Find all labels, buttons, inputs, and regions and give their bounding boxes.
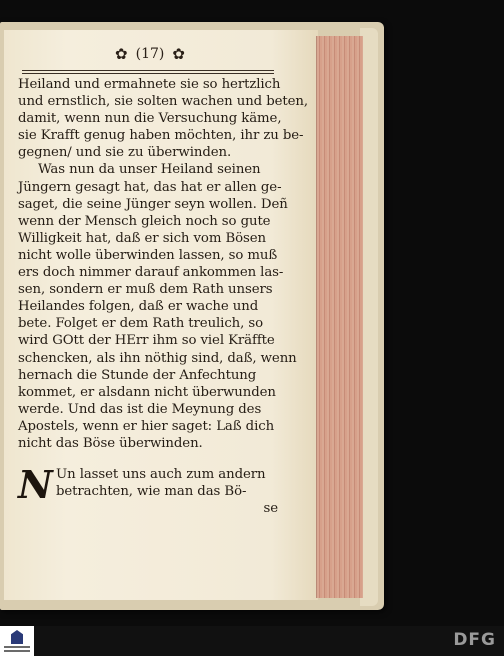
paragraph-gap (18, 452, 280, 466)
text-line: sen, sondern er muß dem Rath unsers (18, 282, 273, 298)
text-line: nicht das Böse überwinden. (18, 435, 203, 451)
text-line: Heiland und ermahnete sie so hertzlich (18, 77, 281, 92)
text-line: Was nun da unser Heiland seinen (38, 162, 261, 178)
text-line: ers doch nimmer darauf ankommen las- (18, 265, 284, 281)
dropcap-lines (56, 466, 280, 517)
dfg-logo[interactable]: DFG (453, 630, 496, 650)
catchword: se (263, 501, 278, 517)
page-fore-edge (316, 36, 363, 598)
text-line: kommet, er alsdann nicht überwunden (18, 384, 276, 400)
ornament-left-icon: ✿ (115, 44, 128, 63)
text-line: nicht wolle überwinden lassen, so muß (18, 247, 278, 263)
viewer-footer (0, 626, 504, 656)
paragraph-3 (18, 462, 280, 517)
text-line: Heilandes folgen, daß er wache und (18, 299, 259, 315)
text-line: bete. Folget er dem Rath treulich, so (18, 316, 264, 332)
text-line: und ernstlich, sie solten wachen und beten, (18, 94, 308, 110)
library-emblem-icon (11, 630, 23, 644)
text-line: Willigkeit hat, daß er sich vom Bösen (18, 230, 266, 246)
text-line: Un lasset uns auch zum andern (56, 467, 266, 483)
library-logo-icon[interactable] (0, 626, 34, 656)
page-header (100, 44, 200, 64)
text-line: wird GOtt der HErr ihm so viel Kräffte (18, 333, 275, 349)
text-line: werde. Und das ist die Meynung des (18, 401, 262, 417)
text-line: wenn der Mensch gleich noch so gute (18, 213, 271, 229)
page-number: (17) (135, 46, 165, 62)
text-line: Apostels, wenn er hier saget: Laß dich (18, 418, 275, 434)
ornament-right-icon: ✿ (172, 44, 185, 63)
text-line: gegnen/ und sie zu überwinden. (18, 145, 232, 161)
body-text (18, 76, 308, 517)
text-line: sie Krafft genug haben möchten, ihr zu be- (18, 128, 304, 144)
text-line: hernach die Stunde der Anfechtung (18, 367, 257, 383)
text-line: schencken, als ihn nöthig sind, daß, wenn (18, 350, 297, 366)
text-line: damit, wenn nun die Versuchung käme, (18, 111, 282, 127)
paragraph-2 (18, 161, 297, 452)
drop-cap: N (18, 462, 53, 508)
text-line: saget, die seine Jünger seyn wollen. Deñ (18, 196, 288, 212)
library-logo-caption-line (4, 646, 30, 648)
text-line: Jüngern gesagt hat, das hat er allen ge- (18, 179, 282, 195)
text-line: betrachten, wie man das Bö- (56, 484, 247, 500)
library-logo-caption-line (4, 650, 30, 652)
header-rule (22, 70, 274, 74)
paragraph-1 (18, 76, 308, 161)
